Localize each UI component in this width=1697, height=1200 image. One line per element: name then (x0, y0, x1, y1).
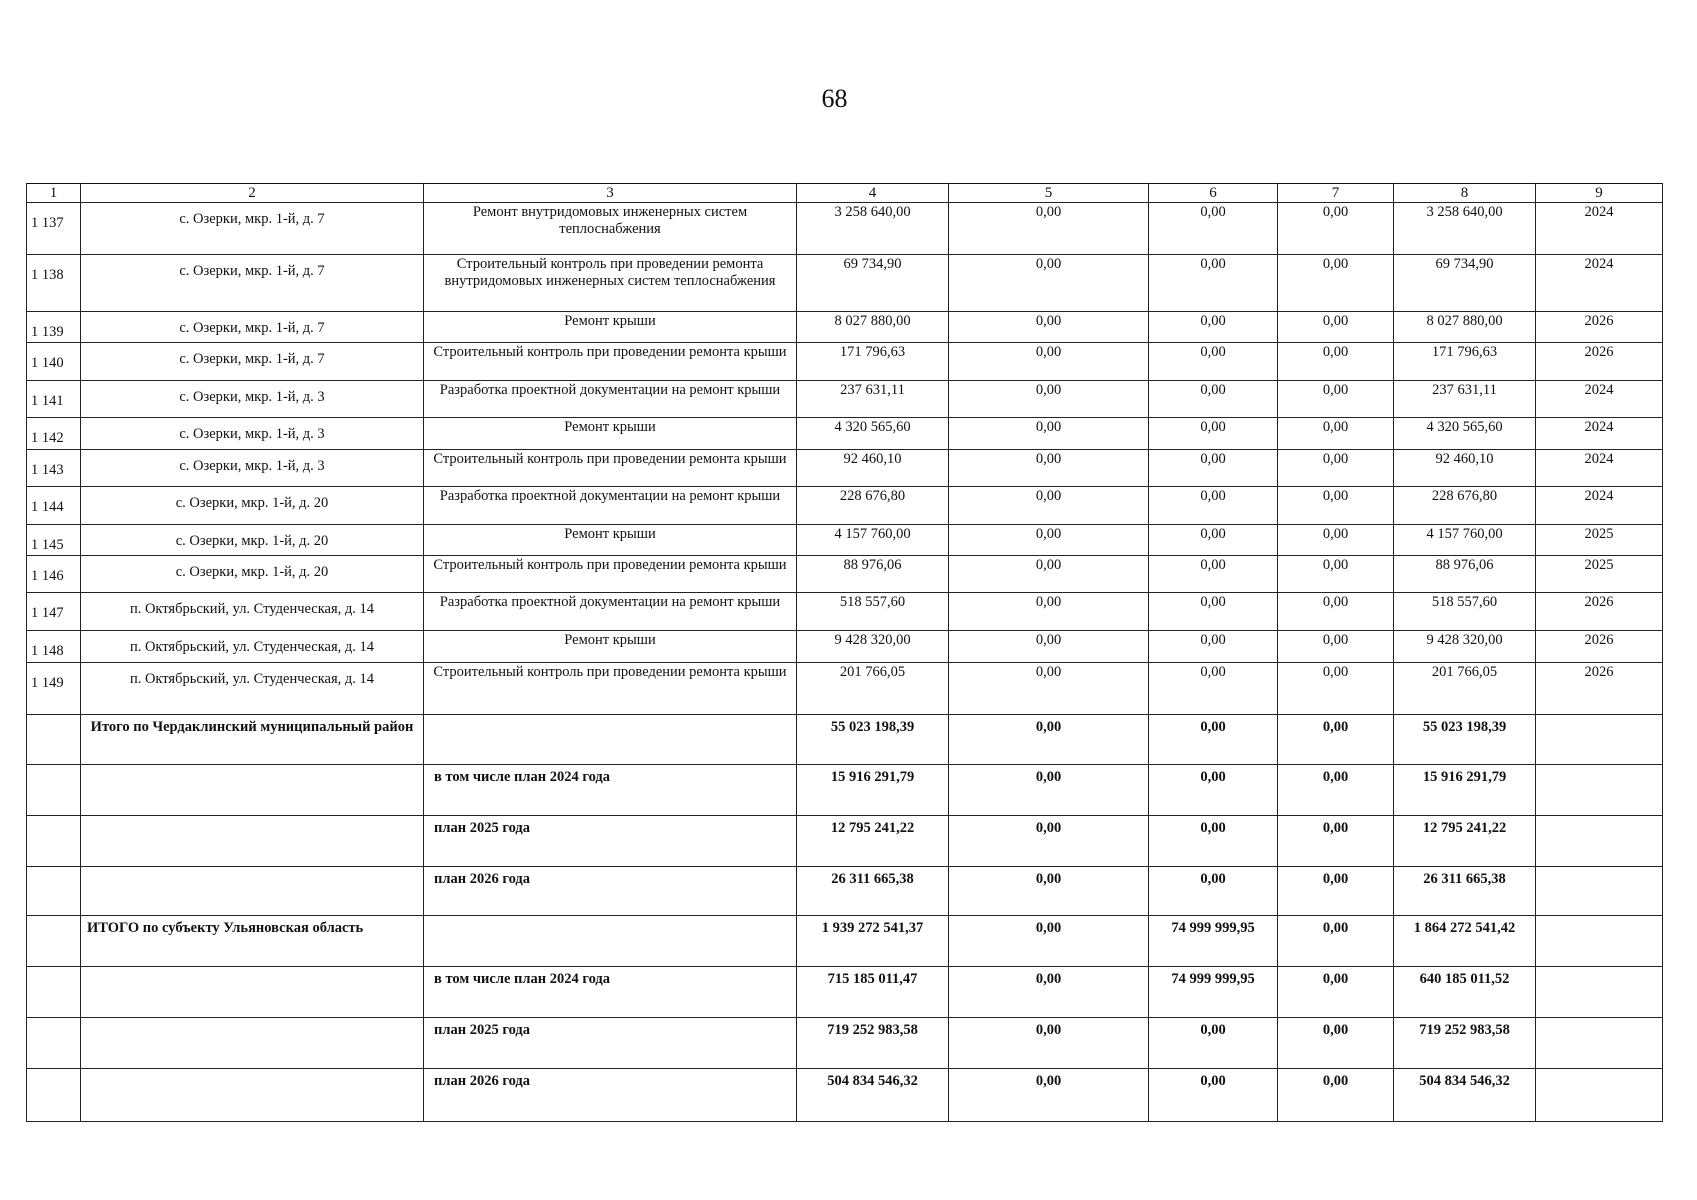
total-row (27, 866, 1663, 915)
table-row (27, 556, 1663, 593)
total-row (27, 815, 1663, 866)
fund-col7-cell: 0,00 (1278, 662, 1394, 714)
total-sublabel-cell (424, 714, 797, 764)
fund-col6-cell: 0,00 (1149, 343, 1278, 381)
fund-col6-cell: 0,00 (1149, 255, 1278, 312)
total-label-cell (81, 1068, 424, 1121)
total-col7-cell: 0,00 (1278, 866, 1394, 915)
address-cell: п. Октябрьский, ул. Студенческая, д. 14 (81, 593, 424, 631)
empty-cell (27, 1068, 81, 1121)
row-number-cell: 1 145 (27, 524, 81, 555)
cost-total-cell: 518 557,60 (797, 593, 949, 631)
column-header: 8 (1394, 184, 1536, 203)
total-row (27, 1017, 1663, 1068)
empty-cell (1536, 966, 1663, 1017)
fund-col6-cell: 0,00 (1149, 312, 1278, 343)
address-cell: с. Озерки, мкр. 1-й, д. 3 (81, 449, 424, 486)
cost-total-cell: 237 631,11 (797, 381, 949, 418)
total-col6-cell: 74 999 999,95 (1149, 915, 1278, 966)
empty-cell (1536, 815, 1663, 866)
work-type-cell: Разработка проектной документации на ремонт крыши (424, 381, 797, 418)
work-type-cell: Строительный контроль при проведении ремонта крыши (424, 449, 797, 486)
empty-cell (1536, 1017, 1663, 1068)
total-col4-cell: 12 795 241,22 (797, 815, 949, 866)
total-col7-cell: 0,00 (1278, 1068, 1394, 1121)
total-col6-cell: 0,00 (1149, 1017, 1278, 1068)
work-type-cell: Строительный контроль при проведении ремонта крыши (424, 662, 797, 714)
fund-col8-cell: 518 557,60 (1394, 593, 1536, 631)
total-label-cell (81, 815, 424, 866)
work-type-cell: Ремонт крыши (424, 524, 797, 555)
fund-col8-cell: 171 796,63 (1394, 343, 1536, 381)
row-number-cell: 1 149 (27, 662, 81, 714)
fund-col8-cell: 237 631,11 (1394, 381, 1536, 418)
empty-cell (1536, 866, 1663, 915)
row-number-cell: 1 141 (27, 381, 81, 418)
total-col4-cell: 26 311 665,38 (797, 866, 949, 915)
fund-col7-cell: 0,00 (1278, 343, 1394, 381)
fund-col5-cell: 0,00 (949, 593, 1149, 631)
fund-col6-cell: 0,00 (1149, 631, 1278, 662)
empty-cell (27, 764, 81, 815)
row-number-cell: 1 144 (27, 486, 81, 524)
column-header-row (27, 184, 1663, 203)
fund-col5-cell: 0,00 (949, 449, 1149, 486)
cost-total-cell: 9 428 320,00 (797, 631, 949, 662)
row-number-cell: 1 139 (27, 312, 81, 343)
table-row (27, 418, 1663, 449)
total-col5-cell: 0,00 (949, 866, 1149, 915)
table-row (27, 593, 1663, 631)
total-row (27, 714, 1663, 764)
total-sublabel-cell: в том числе план 2024 года (424, 966, 797, 1017)
address-cell: п. Октябрьский, ул. Студенческая, д. 14 (81, 662, 424, 714)
fund-col5-cell: 0,00 (949, 203, 1149, 255)
fund-col7-cell: 0,00 (1278, 449, 1394, 486)
total-col4-cell: 15 916 291,79 (797, 764, 949, 815)
total-col8-cell: 55 023 198,39 (1394, 714, 1536, 764)
fund-col8-cell: 9 428 320,00 (1394, 631, 1536, 662)
year-cell: 2026 (1536, 593, 1663, 631)
table-row (27, 312, 1663, 343)
fund-col6-cell: 0,00 (1149, 524, 1278, 555)
row-number-cell: 1 148 (27, 631, 81, 662)
fund-col5-cell: 0,00 (949, 524, 1149, 555)
cost-total-cell: 88 976,06 (797, 556, 949, 593)
total-col5-cell: 0,00 (949, 714, 1149, 764)
empty-cell (27, 714, 81, 764)
table-row (27, 486, 1663, 524)
address-cell: п. Октябрьский, ул. Студенческая, д. 14 (81, 631, 424, 662)
total-label-cell: Итого по Чердаклинский муниципальный район (81, 714, 424, 764)
fund-col8-cell: 201 766,05 (1394, 662, 1536, 714)
row-number-cell: 1 146 (27, 556, 81, 593)
fund-col5-cell: 0,00 (949, 631, 1149, 662)
total-row (27, 915, 1663, 966)
fund-col5-cell: 0,00 (949, 486, 1149, 524)
work-type-cell: Ремонт крыши (424, 631, 797, 662)
cost-total-cell: 69 734,90 (797, 255, 949, 312)
fund-col7-cell: 0,00 (1278, 524, 1394, 555)
fund-col7-cell: 0,00 (1278, 255, 1394, 312)
fund-col6-cell: 0,00 (1149, 203, 1278, 255)
work-type-cell: Разработка проектной документации на ремонт крыши (424, 486, 797, 524)
total-col8-cell: 1 864 272 541,42 (1394, 915, 1536, 966)
total-col5-cell: 0,00 (949, 915, 1149, 966)
total-row (27, 966, 1663, 1017)
fund-col6-cell: 0,00 (1149, 662, 1278, 714)
total-col8-cell: 504 834 546,32 (1394, 1068, 1536, 1121)
fund-col8-cell: 3 258 640,00 (1394, 203, 1536, 255)
fund-col8-cell: 4 320 565,60 (1394, 418, 1536, 449)
work-type-cell: Ремонт внутридомовых инженерных систем теплоснабжения (424, 203, 797, 255)
total-sublabel-cell: план 2025 года (424, 1017, 797, 1068)
year-cell: 2024 (1536, 203, 1663, 255)
year-cell: 2025 (1536, 524, 1663, 555)
fund-col6-cell: 0,00 (1149, 593, 1278, 631)
cost-total-cell: 201 766,05 (797, 662, 949, 714)
address-cell: с. Озерки, мкр. 1-й, д. 7 (81, 255, 424, 312)
cost-total-cell: 228 676,80 (797, 486, 949, 524)
total-col7-cell: 0,00 (1278, 915, 1394, 966)
row-number-cell: 1 142 (27, 418, 81, 449)
fund-col5-cell: 0,00 (949, 418, 1149, 449)
fund-col7-cell: 0,00 (1278, 381, 1394, 418)
total-col7-cell: 0,00 (1278, 815, 1394, 866)
empty-cell (1536, 1068, 1663, 1121)
total-row (27, 1068, 1663, 1121)
year-cell: 2024 (1536, 255, 1663, 312)
cost-total-cell: 4 157 760,00 (797, 524, 949, 555)
total-col7-cell: 0,00 (1278, 1017, 1394, 1068)
empty-cell (27, 1017, 81, 1068)
row-number-cell: 1 143 (27, 449, 81, 486)
column-header: 6 (1149, 184, 1278, 203)
fund-col7-cell: 0,00 (1278, 312, 1394, 343)
work-type-cell: Строительный контроль при проведении ремонта крыши (424, 343, 797, 381)
total-col6-cell: 74 999 999,95 (1149, 966, 1278, 1017)
year-cell: 2024 (1536, 449, 1663, 486)
total-row (27, 764, 1663, 815)
table-row (27, 662, 1663, 714)
empty-cell (27, 915, 81, 966)
fund-col8-cell: 92 460,10 (1394, 449, 1536, 486)
fund-col8-cell: 8 027 880,00 (1394, 312, 1536, 343)
fund-col7-cell: 0,00 (1278, 556, 1394, 593)
total-col6-cell: 0,00 (1149, 764, 1278, 815)
total-col5-cell: 0,00 (949, 1068, 1149, 1121)
fund-col5-cell: 0,00 (949, 255, 1149, 312)
total-col7-cell: 0,00 (1278, 966, 1394, 1017)
cost-total-cell: 3 258 640,00 (797, 203, 949, 255)
fund-col8-cell: 4 157 760,00 (1394, 524, 1536, 555)
total-label-cell (81, 1017, 424, 1068)
column-header: 1 (27, 184, 81, 203)
year-cell: 2026 (1536, 631, 1663, 662)
fund-col7-cell: 0,00 (1278, 631, 1394, 662)
total-col6-cell: 0,00 (1149, 714, 1278, 764)
year-cell: 2024 (1536, 486, 1663, 524)
cost-total-cell: 4 320 565,60 (797, 418, 949, 449)
total-col4-cell: 715 185 011,47 (797, 966, 949, 1017)
total-col4-cell: 504 834 546,32 (797, 1068, 949, 1121)
fund-col8-cell: 228 676,80 (1394, 486, 1536, 524)
total-col8-cell: 12 795 241,22 (1394, 815, 1536, 866)
table-row (27, 524, 1663, 555)
total-col8-cell: 719 252 983,58 (1394, 1017, 1536, 1068)
fund-col6-cell: 0,00 (1149, 556, 1278, 593)
empty-cell (27, 815, 81, 866)
total-col5-cell: 0,00 (949, 966, 1149, 1017)
fund-col6-cell: 0,00 (1149, 486, 1278, 524)
column-header: 5 (949, 184, 1149, 203)
address-cell: с. Озерки, мкр. 1-й, д. 3 (81, 418, 424, 449)
table-row (27, 203, 1663, 255)
address-cell: с. Озерки, мкр. 1-й, д. 7 (81, 312, 424, 343)
column-header: 3 (424, 184, 797, 203)
total-col6-cell: 0,00 (1149, 1068, 1278, 1121)
cost-total-cell: 8 027 880,00 (797, 312, 949, 343)
address-cell: с. Озерки, мкр. 1-й, д. 20 (81, 556, 424, 593)
address-cell: с. Озерки, мкр. 1-й, д. 20 (81, 524, 424, 555)
total-col8-cell: 15 916 291,79 (1394, 764, 1536, 815)
total-col5-cell: 0,00 (949, 764, 1149, 815)
year-cell: 2024 (1536, 381, 1663, 418)
total-label-cell (81, 966, 424, 1017)
year-cell: 2026 (1536, 312, 1663, 343)
address-cell: с. Озерки, мкр. 1-й, д. 7 (81, 203, 424, 255)
column-header: 4 (797, 184, 949, 203)
empty-cell (1536, 915, 1663, 966)
year-cell: 2026 (1536, 662, 1663, 714)
fund-col7-cell: 0,00 (1278, 486, 1394, 524)
fund-col6-cell: 0,00 (1149, 449, 1278, 486)
year-cell: 2024 (1536, 418, 1663, 449)
fund-col7-cell: 0,00 (1278, 418, 1394, 449)
row-number-cell: 1 147 (27, 593, 81, 631)
cost-total-cell: 92 460,10 (797, 449, 949, 486)
address-cell: с. Озерки, мкр. 1-й, д. 20 (81, 486, 424, 524)
fund-col5-cell: 0,00 (949, 381, 1149, 418)
fund-col7-cell: 0,00 (1278, 203, 1394, 255)
empty-cell (27, 866, 81, 915)
address-cell: с. Озерки, мкр. 1-й, д. 7 (81, 343, 424, 381)
empty-cell (1536, 764, 1663, 815)
total-col7-cell: 0,00 (1278, 714, 1394, 764)
work-type-cell: Строительный контроль при проведении ремонта внутридомовых инженерных систем теплоснабжения (424, 255, 797, 312)
total-col6-cell: 0,00 (1149, 866, 1278, 915)
total-col5-cell: 0,00 (949, 1017, 1149, 1068)
total-sublabel-cell: план 2026 года (424, 1068, 797, 1121)
total-col7-cell: 0,00 (1278, 764, 1394, 815)
total-col4-cell: 1 939 272 541,37 (797, 915, 949, 966)
total-label-cell: ИТОГО по субъекту Ульяновская область (81, 915, 424, 966)
fund-col5-cell: 0,00 (949, 343, 1149, 381)
fund-col6-cell: 0,00 (1149, 381, 1278, 418)
work-type-cell: Ремонт крыши (424, 418, 797, 449)
total-label-cell (81, 866, 424, 915)
address-cell: с. Озерки, мкр. 1-й, д. 3 (81, 381, 424, 418)
fund-col6-cell: 0,00 (1149, 418, 1278, 449)
row-number-cell: 1 137 (27, 203, 81, 255)
column-header: 9 (1536, 184, 1663, 203)
empty-cell (27, 966, 81, 1017)
fund-col8-cell: 88 976,06 (1394, 556, 1536, 593)
column-header: 2 (81, 184, 424, 203)
fund-col5-cell: 0,00 (949, 662, 1149, 714)
table-row (27, 343, 1663, 381)
total-sublabel-cell: в том числе план 2024 года (424, 764, 797, 815)
work-type-cell: Строительный контроль при проведении ремонта крыши (424, 556, 797, 593)
fund-col7-cell: 0,00 (1278, 593, 1394, 631)
repair-plan-table (26, 183, 1663, 1122)
total-sublabel-cell: план 2026 года (424, 866, 797, 915)
row-number-cell: 1 140 (27, 343, 81, 381)
empty-cell (1536, 714, 1663, 764)
table-row (27, 631, 1663, 662)
work-type-cell: Ремонт крыши (424, 312, 797, 343)
total-col8-cell: 640 185 011,52 (1394, 966, 1536, 1017)
fund-col5-cell: 0,00 (949, 312, 1149, 343)
page-number: 68 (821, 84, 848, 113)
total-col4-cell: 55 023 198,39 (797, 714, 949, 764)
year-cell: 2025 (1536, 556, 1663, 593)
cost-total-cell: 171 796,63 (797, 343, 949, 381)
total-sublabel-cell (424, 915, 797, 966)
table-row (27, 449, 1663, 486)
table-row (27, 255, 1663, 312)
total-label-cell (81, 764, 424, 815)
total-col6-cell: 0,00 (1149, 815, 1278, 866)
fund-col8-cell: 69 734,90 (1394, 255, 1536, 312)
row-number-cell: 1 138 (27, 255, 81, 312)
year-cell: 2026 (1536, 343, 1663, 381)
total-col8-cell: 26 311 665,38 (1394, 866, 1536, 915)
total-col5-cell: 0,00 (949, 815, 1149, 866)
fund-col5-cell: 0,00 (949, 556, 1149, 593)
work-type-cell: Разработка проектной документации на ремонт крыши (424, 593, 797, 631)
column-header: 7 (1278, 184, 1394, 203)
total-sublabel-cell: план 2025 года (424, 815, 797, 866)
total-col4-cell: 719 252 983,58 (797, 1017, 949, 1068)
table-row (27, 381, 1663, 418)
